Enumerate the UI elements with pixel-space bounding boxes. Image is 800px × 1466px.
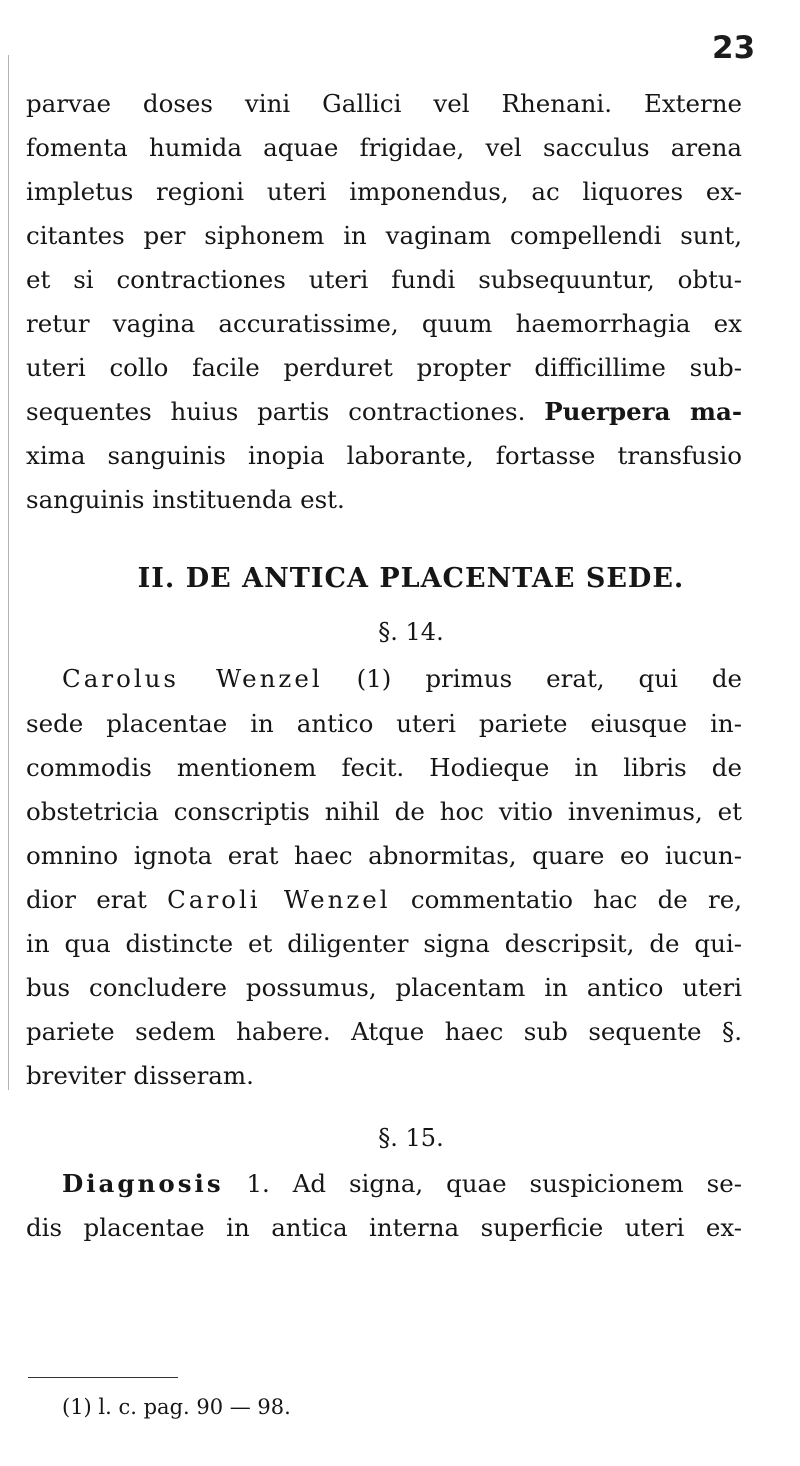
text-line: xima sanguinis inopia laborante, fortasse transfusio [26,441,742,470]
text-line: et si contractiones uteri fundi subsequuntur, obtu- [26,265,742,294]
text-line: fomenta humida aquae frigidae, vel sacculus arena [26,133,742,162]
text-line: parvae doses vini Gallici vel Rhenani. Externe [26,89,742,118]
text-line [26,882,742,918]
text-span: 1. Ad signa, quae suspicionem se- [223,1169,742,1198]
text-line: citantes per siphonem in vaginam compellendi sunt, [26,221,742,250]
text-line: breviter disseram. [26,1061,254,1090]
text-line: retur vagina accuratissime, quum haemorrhagia ex [26,309,742,338]
text-span: dior erat [26,885,168,914]
text-span: sequentes huius partis contractiones. [26,397,545,426]
text-line: obstetricia conscriptis nihil de hoc vitio invenimus, et [26,797,742,826]
text-line: bus concludere possumus, placentam in antico uteri [26,973,742,1002]
text-line: sanguinis instituenda est. [26,485,345,514]
text-span: (1) primus erat, qui de [322,664,743,693]
text-line: commodis mentionem fecit. Hodieque in libris de [26,753,742,782]
author-name: Caroli Wenzel [167,885,391,914]
bold-text: Puerpera ma- [544,397,742,426]
term-diagnosis: Diagnosis [62,1169,224,1198]
text-line: impletus regioni uteri imponendus, ac liquores ex- [26,177,742,206]
text-line: pariete sedem habere. Atque haec sub sequente §. [26,1017,742,1046]
text-line: sede placentae in antico uteri pariete eiusque in- [26,709,742,738]
text-line: uteri collo facile perduret propter difficillime sub- [26,353,742,382]
text-line: dis placentae in antica interna superficie uteri ex- [26,1213,742,1242]
page-number: 23 [712,30,756,66]
text-line [26,394,742,430]
footnote: (1) l. c. pag. 90 — 98. [62,1395,291,1419]
section-heading: II. DE ANTICA PLACENTAE SEDE. [137,563,685,594]
author-name: Carolus Wenzel [62,664,323,693]
text-line [62,661,742,697]
footnote-rule [28,1377,178,1378]
text-line: omnino ignota erat haec abnormitas, quare eo iucun- [26,841,742,870]
text-line [62,1166,742,1202]
text-line: in qua distincte et diligenter signa descripsit, de qui- [26,929,742,958]
section-mark-14: §. 14. [378,618,444,646]
section-mark-15: §. 15. [378,1124,444,1152]
text-span: commentatio hac de re, [390,885,742,914]
